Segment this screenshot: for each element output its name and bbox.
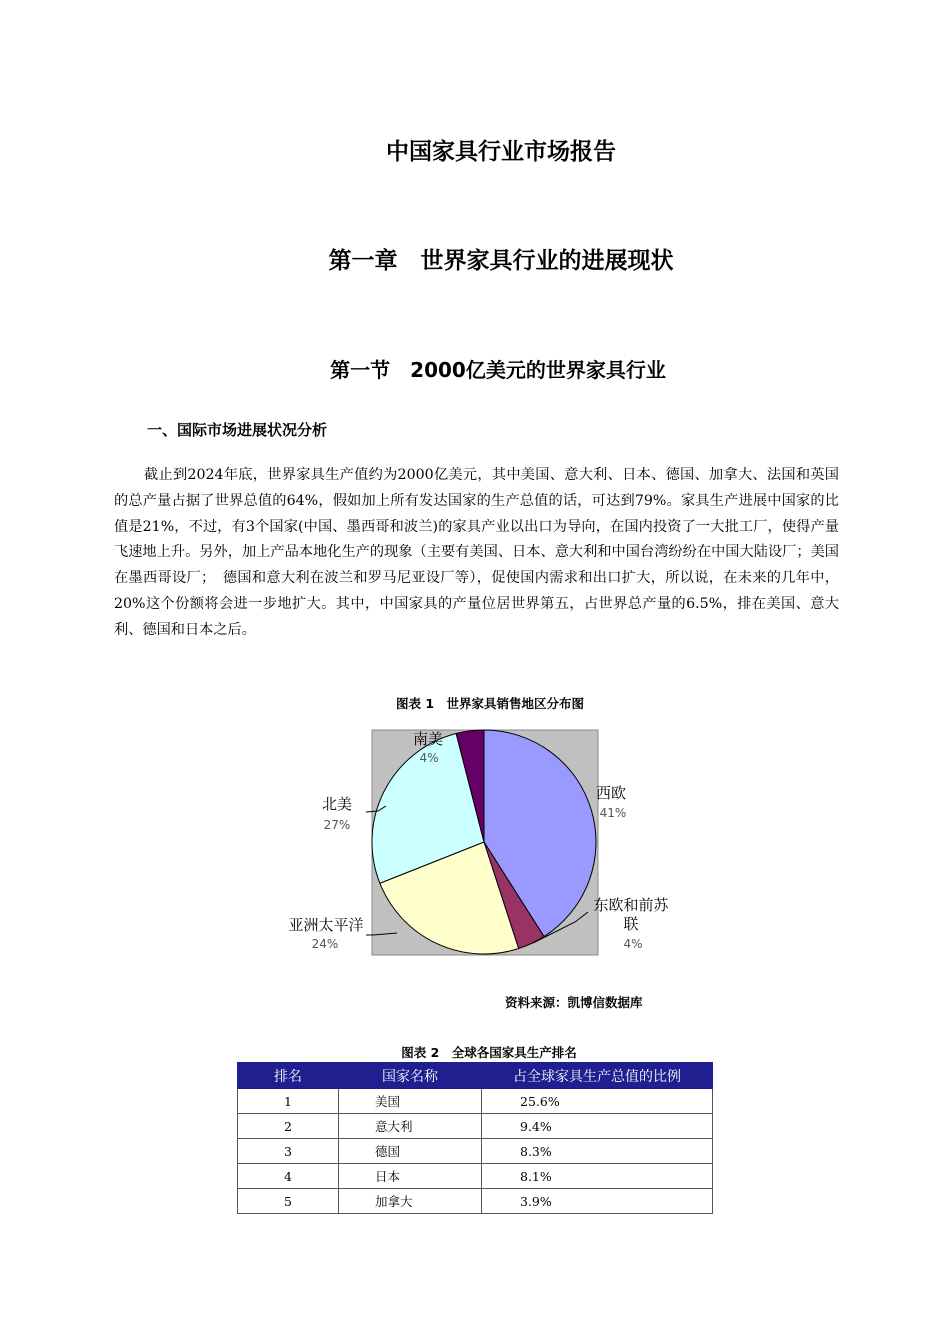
report-title: 中国家具行业市场报告 — [386, 139, 616, 165]
figure1-caption: 图表 1 世界家具销售地区分布图 — [395, 696, 585, 711]
rank-cell: 4 — [238, 1164, 339, 1189]
slice-name-label-south-america: 南美 — [412, 730, 444, 748]
share-cell: 9.4% — [482, 1114, 713, 1139]
table-row — [238, 1114, 713, 1139]
country-cell: 加拿大 — [339, 1189, 482, 1214]
country-cell: 美国 — [339, 1089, 482, 1114]
rank-cell: 2 — [238, 1114, 339, 1139]
source-note: 资料来源：凯博信数据库 — [505, 995, 643, 1010]
table-row — [238, 1089, 713, 1114]
share-cell: 8.3% — [482, 1139, 713, 1164]
header-share: 占全球家具生产总值的比例 — [482, 1063, 713, 1089]
slice-percent-label-asia-pacific: 24% — [311, 937, 339, 951]
table-header-row — [238, 1063, 713, 1089]
rank-cell: 5 — [238, 1189, 339, 1214]
slice-percent-label-east-europe: 4% — [623, 937, 643, 951]
slice-percent-label-west-europe: 41% — [599, 806, 627, 820]
share-cell: 3.9% — [482, 1189, 713, 1214]
country-cell: 意大利 — [339, 1114, 482, 1139]
slice-name-label-asia-pacific: 亚洲太平洋 — [288, 916, 364, 934]
ranking-table — [237, 1062, 713, 1214]
table-row — [238, 1189, 713, 1214]
header-country: 国家名称 — [339, 1063, 482, 1089]
section-heading: 第一节 2000亿美元的世界家具行业 — [330, 358, 666, 382]
rank-cell: 1 — [238, 1089, 339, 1114]
header-rank: 排名 — [238, 1063, 339, 1089]
country-cell: 日本 — [339, 1164, 482, 1189]
slice-name-label-east-europe: 联 — [623, 915, 639, 933]
slice-name-label-west-europe: 西欧 — [596, 784, 627, 802]
rank-cell: 3 — [238, 1139, 339, 1164]
share-cell: 8.1% — [482, 1164, 713, 1189]
slice-percent-label-south-america: 4% — [419, 751, 439, 765]
slice-percent-label-north-america: 27% — [323, 818, 351, 832]
country-cell: 德国 — [339, 1139, 482, 1164]
table-row — [238, 1139, 713, 1164]
slice-name-label-north-america: 北美 — [321, 795, 353, 813]
table-row — [238, 1164, 713, 1189]
chapter-heading: 第一章 世界家具行业的进展现状 — [328, 248, 674, 274]
figure2-caption: 图表 2 全球各国家具生产排名 — [401, 1045, 577, 1060]
body-paragraph: 截止到2024年底，世界家具生产值约为2000亿美元，其中美国、意大利、日本、德国、加拿大、法国和英国的总产量占据了世界总值的64%，假如加上所有发达国家的生产总值的话，可达到79%。家具生产进展中国家的比值是21%，不过，有3个国家(中国、墨西哥和波兰)的家具产业以出口为导向，在国内投资了一大批工厂，使得产量飞速地上升。另外，加上产品本地化生产的现象（主要有美国、日本、意大利和中国台湾纷纷在中国大陆设厂；美国在墨西哥设厂； 德国和意大利在波兰和罗马尼亚设厂等），促使国内需求和出口扩大，所以说，在未来的几年中，20%这个份额将会进一步地扩大。其中，中国家具的产量位居世界第五，占世界总产量的6.5%，排在美国、意大利、德国和日本之后。 — [114, 467, 839, 638]
subsection-heading: 一、国际市场进展状况分析 — [147, 421, 328, 439]
slice-name-label-east-europe: 东欧和前苏 — [593, 896, 669, 914]
share-cell: 25.6% — [482, 1089, 713, 1114]
